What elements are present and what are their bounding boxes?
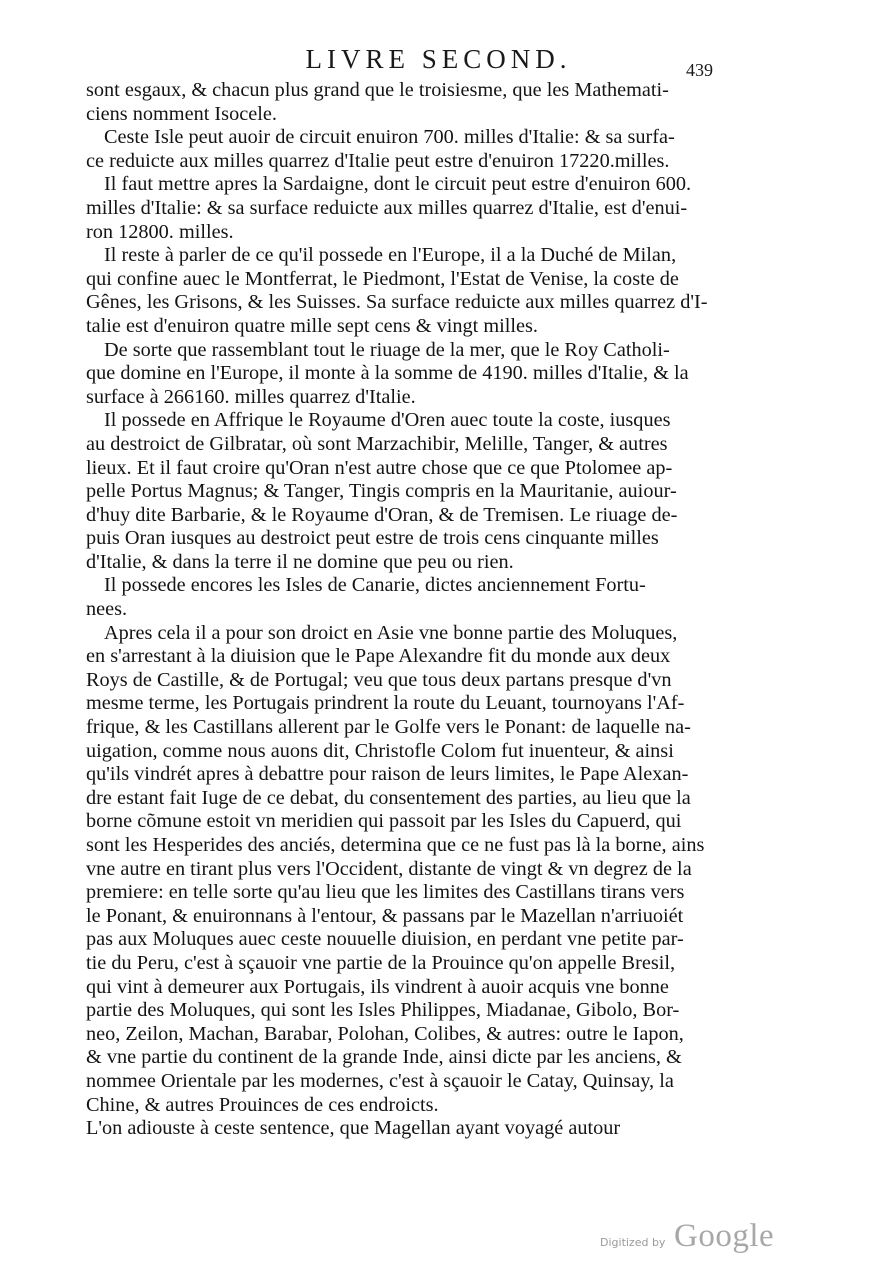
text-line: dre estant fait Iuge de ce debat, du consentement des parties, au lieu que la xyxy=(86,786,691,809)
text-line: surface à 266160. milles quarrez d'Italie. xyxy=(86,385,416,408)
text-line: mesme terme, les Portugais prindrent la route du Leuant, tournoyans l'Af- xyxy=(86,692,685,715)
text-line: ciens nomment Isocele. xyxy=(86,102,277,125)
text-line: Il faut mettre apres la Sardaigne, dont le circuit peut estre d'enuiron 600. xyxy=(104,173,692,196)
text-line: Gênes, les Grisons, & les Suisses. Sa surface reduicte aux milles quarrez d'I- xyxy=(86,291,708,314)
text-line: d'Italie, & dans la terre il ne domine que peu ou rien. xyxy=(86,550,514,573)
text-line: ce reduicte aux milles quarrez d'Italie peut estre d'enuiron 17220.milles. xyxy=(86,149,670,172)
text-line: Chine, & autres Prouinces de ces endroicts. xyxy=(86,1093,439,1116)
text-line: & vne partie du continent de la grande Inde, ainsi dicte par les anciens, & xyxy=(86,1046,682,1069)
page-number: 439 xyxy=(686,60,713,80)
text-line: De sorte que rassemblant tout le riuage de la mer, que le Roy Catholi- xyxy=(104,338,670,361)
text-line: Apres cela il a pour son droict en Asie vne bonne partie des Moluques, xyxy=(104,621,678,644)
digitized-by-label: Digitized by xyxy=(600,1236,666,1249)
text-line: Il reste à parler de ce qu'il possede en l'Europe, il a la Duché de Milan, xyxy=(104,244,677,267)
text-line: qui confine auec le Montferrat, le Piedmont, l'Estat de Venise, la coste de xyxy=(86,267,679,290)
text-line: partie des Moluques, qui sont les Isles Philippes, Miadanae, Gibolo, Bor- xyxy=(86,999,680,1022)
text-line: milles d'Italie: & sa surface reduicte aux milles quarrez d'Italie, est d'enui- xyxy=(86,196,688,219)
text-line: au destroict de Gilbratar, où sont Marzachibir, Melille, Tanger, & autres xyxy=(86,432,668,455)
text-line: le Ponant, & enuironnans à l'entour, & passans par le Mazellan n'arriuoiét xyxy=(86,904,684,927)
body-text xyxy=(86,79,736,1141)
text-line: nommee Orientale par les modernes, c'est à sçauoir le Catay, Quinsay, la xyxy=(86,1069,674,1092)
text-line: frique, & les Castillans allerent par le Golfe vers le Ponant: de laquelle na- xyxy=(86,716,691,739)
text-line: borne cõmune estoit vn meridien qui passoit par les Isles du Capuerd, qui xyxy=(86,810,682,833)
text-line: talie est d'enuiron quatre mille sept cens & vingt milles. xyxy=(86,314,538,337)
text-line: qu'ils vindrét apres à debattre pour raison de leurs limites, le Pape Alexan- xyxy=(86,763,689,786)
text-line: d'huy dite Barbarie, & le Royaume d'Oran, & de Tremisen. Le riuage de- xyxy=(86,503,678,526)
text-line: Roys de Castille, & de Portugal; veu que tous deux partans presque d'vn xyxy=(86,668,672,691)
text-line: vne autre en tirant plus vers l'Occident, distante de vingt & vn degrez de la xyxy=(86,857,692,880)
text-line: Il possede en Affrique le Royaume d'Oren auec toute la coste, iusques xyxy=(104,409,671,432)
text-line: pelle Portus Magnus; & Tanger, Tingis compris en la Mauritanie, auiour- xyxy=(86,480,677,503)
google-logo: Google xyxy=(674,1218,775,1254)
text-line: neo, Zeilon, Machan, Barabar, Polohan, Colibes, & autres: outre le Iapon, xyxy=(86,1022,684,1045)
text-line: sont les Hesperides des anciés, determina que ce ne fust pas là la borne, ains xyxy=(86,834,705,856)
text-line: uigation, comme nous auons dit, Christofle Colom fut inuenteur, & ainsi xyxy=(86,739,674,762)
text-line: lieux. Et il faut croire qu'Oran n'est autre chose que ce que Ptolomee ap- xyxy=(86,456,673,479)
text-line: que domine en l'Europe, il monte à la somme de 4190. milles d'Italie, & la xyxy=(86,362,689,385)
text-line: tie du Peru, c'est à sçauoir vne partie de la Prouince qu'on appelle Bresil, xyxy=(86,951,676,974)
text-line: qui vint à demeurer aux Portugais, ils vindrent à auoir acquis vne bonne xyxy=(86,975,669,998)
text-line: L'on adiouste à ceste sentence, que Magellan ayant voyagé autour xyxy=(86,1117,621,1140)
text-line: Il possede encores les Isles de Canarie, dictes anciennement Fortu- xyxy=(104,574,646,597)
text-line: sont esgaux, & chacun plus grand que le troisiesme, que les Mathemati- xyxy=(86,79,669,101)
text-line: nees. xyxy=(86,598,128,621)
text-line: Ceste Isle peut auoir de circuit enuiron 700. milles d'Italie: & sa surfa- xyxy=(104,126,675,149)
text-line: ron 12800. milles. xyxy=(86,220,234,243)
text-line: en s'arrestant à la diuision que le Pape Alexandre fit du monde aux deux xyxy=(86,645,671,668)
running-head: LIVRE SECOND. xyxy=(305,44,572,74)
text-line: puis Oran iusques au destroict peut estre de trois cens cinquante milles xyxy=(86,527,659,550)
text-line: pas aux Moluques auec ceste nouuelle diuision, en perdant vne petite par- xyxy=(86,928,684,951)
digitized-watermark xyxy=(596,1218,796,1258)
text-line: premiere: en telle sorte qu'au lieu que les limites des Castillans tirans vers xyxy=(86,881,685,904)
